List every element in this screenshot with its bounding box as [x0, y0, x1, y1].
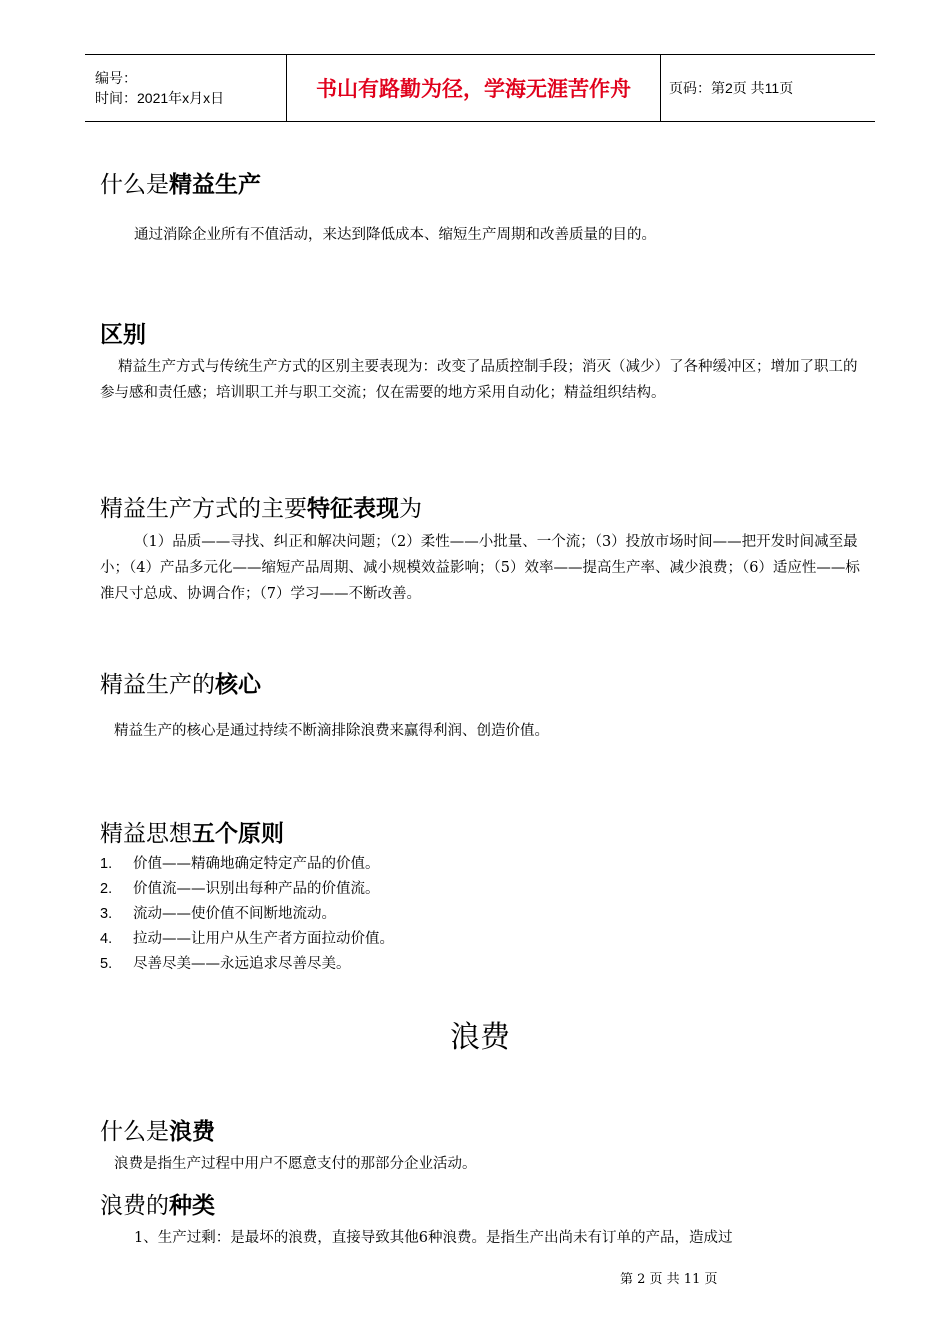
section-body-features: （1）品质——寻找、纠正和解决问题；（2）柔性——小批量、一个流；（3）投放市场时间——把开发时间减至最小；（4）产品多元化——缩短产品周期、减小规模效益影响；（5）效率——提高生产率、减少浪费；（6）适应性——标准尺寸总成、协调合作；（7）学习——不断改善。	[100, 534, 860, 602]
section-body-what-is-lean: 通过消除企业所有不值活动，来达到降低成本、缩短生产周期和改善质量的目的。	[134, 227, 656, 243]
section-body-core: 精益生产的核心是通过持续不断滴排除浪费来赢得利润、创造价值。	[114, 723, 549, 739]
list-item: 5. 尽善尽美——永远追求尽善尽美。	[100, 956, 351, 972]
section-title-core: 精益生产的核心	[100, 671, 261, 698]
page-footer: 第 2 页 共 11 页	[620, 1272, 718, 1287]
section-title-what-is-lean: 什么是精益生产	[100, 171, 261, 198]
section-title-difference: 区别	[100, 321, 146, 348]
page-header	[85, 54, 875, 122]
section-body-difference: 精益生产方式与传统生产方式的区别主要表现为：改变了品质控制手段；消灭（减少）了各种缓冲区；增加了职工的参与感和责任感；培训职工并与职工交流；仅在需要的地方采用自动化；精益组织结构。	[100, 359, 858, 401]
section-title-waste-types: 浪费的种类	[100, 1192, 215, 1219]
list-item: 3. 流动——使价值不间断地流动。	[100, 906, 336, 922]
principles-list	[100, 852, 394, 977]
header-motto: 书山有路勤为径，学海无涯苦作舟	[287, 55, 661, 121]
section-title-what-is-waste: 什么是浪费	[100, 1118, 215, 1145]
header-meta	[85, 55, 287, 121]
header-page-info: 页码：第2页 共11页	[669, 80, 794, 96]
section-title-features: 精益生产方式的主要特征表现为	[100, 495, 422, 522]
section-title-five-principles: 精益思想五个原则	[100, 820, 284, 847]
number-label: 编号：	[95, 70, 137, 86]
list-item: 4. 拉动——让用户从生产者方面拉动价值。	[100, 931, 394, 947]
section-body-waste-types: 1、生产过剩：是最坏的浪费，直接导致其他6种浪费。是指生产出尚未有订单的产品，造成过	[134, 1230, 733, 1246]
list-item: 2. 价值流——识别出每种产品的价值流。	[100, 881, 380, 897]
time-label: 时间：2021年x月x日	[95, 90, 225, 106]
list-item: 1. 价值——精确地确定特定产品的价值。	[100, 856, 380, 872]
section-body-what-is-waste: 浪费是指生产过程中用户不愿意支付的那部分企业活动。	[114, 1156, 477, 1172]
waste-chapter-title: 浪费	[450, 1020, 510, 1055]
